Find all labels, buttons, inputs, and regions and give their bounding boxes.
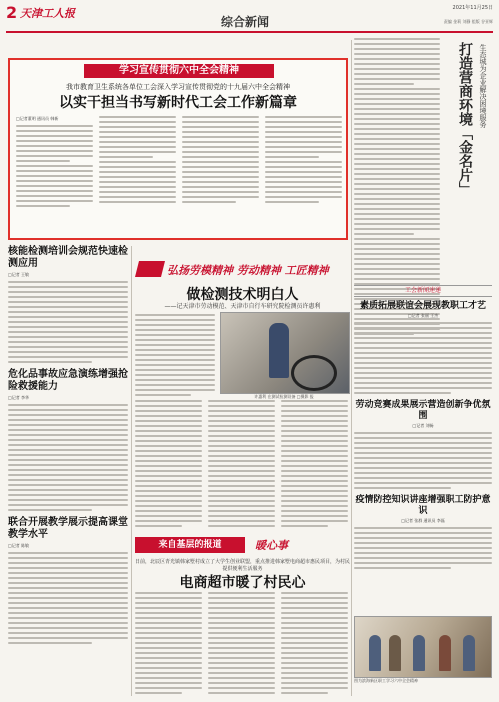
body-column	[182, 116, 259, 236]
right-brief-byline: □记者 张丽 王杰	[407, 313, 439, 318]
right-brief-headline[interactable]: 素质拓展联谊会展现教职工才艺	[359, 301, 486, 311]
middle-story-body	[135, 314, 215, 396]
flag-icon	[135, 261, 165, 277]
bottom-banner-right: 暖心事	[255, 539, 288, 552]
section-tag: 工会新闻速递	[354, 285, 492, 297]
top-story-body	[16, 116, 342, 236]
bottom-banner-left: 来自基层的报道	[135, 537, 245, 553]
photo-person	[413, 635, 425, 671]
column-divider	[351, 40, 352, 696]
body-column	[16, 116, 93, 236]
right-top-story	[354, 38, 492, 278]
photo-person	[269, 323, 289, 378]
right-news-section	[354, 285, 492, 575]
bottom-story-body	[135, 592, 348, 694]
bottom-story-kicker: 日前，北辰区青光镇韩家墅村成立了大学生创业联盟，重点推进韩家墅电商超市惠民项目，为村民提供便利生活服务	[135, 559, 351, 572]
brief-headline[interactable]: 危化品事故应急演练增强抢险救援能力	[8, 369, 128, 392]
photo-person	[439, 635, 451, 671]
middle-story-banner-text: 弘扬劳模精神 劳动精神 工匠精神	[167, 264, 329, 277]
middle-story-body-continued	[135, 400, 348, 527]
brief-article	[8, 517, 128, 644]
brief-headline[interactable]: 核能检测培训会规范快速检测应用	[8, 246, 128, 269]
photo-person	[369, 635, 381, 671]
section-title: 综合新闻	[221, 15, 270, 29]
bottom-story-banner	[135, 537, 350, 555]
middle-story-headline[interactable]: 做检测技术明白人	[186, 287, 299, 303]
right-brief-headline[interactable]: 劳动竞赛成果展示营造创新争优氛围	[355, 400, 491, 421]
right-brief	[354, 495, 492, 569]
brief-byline: □记者 王敏	[8, 272, 30, 277]
brief-article	[8, 246, 128, 363]
feature-photo-caption: 许惠利 在测试检测设备 □摄影 报	[254, 394, 314, 399]
news-photo-caption: 图为滨海新区职工学习六中全会精神	[354, 678, 418, 683]
right-top-kicker: 生态城为企业解决困境服务	[479, 44, 487, 128]
middle-story-subhead: ——记天津市劳动模范、天津市自行车研究院检测员许惠利	[164, 303, 321, 310]
photo-person	[389, 635, 401, 671]
brief-byline: □记者 李华	[8, 395, 30, 400]
body-column	[265, 116, 342, 236]
top-story-kicker: 我市教育卫生系统各单位工会深入学习宣传贯彻党的十九届六中全会精神	[66, 83, 290, 91]
column-divider	[131, 246, 132, 696]
top-story-byline: □记者董明 通讯员 韩新	[16, 116, 59, 121]
brief-headline[interactable]: 联合开展教学展示提高课堂教学水平	[8, 517, 128, 540]
middle-story-banner	[135, 258, 350, 280]
body-column	[99, 116, 176, 236]
feature-photo	[220, 312, 350, 394]
right-brief	[354, 400, 492, 489]
brief-byline: □记者 陈敏	[8, 543, 30, 548]
right-brief-headline[interactable]: 疫情防控知识讲座增强职工防护意识	[355, 495, 491, 516]
issue-date: 2021年11月25日	[452, 5, 493, 11]
top-story-headline[interactable]: 以实干担当书写新时代工会工作新篇章	[59, 95, 297, 111]
masthead-rule	[6, 31, 493, 33]
top-story-banner: 学习宣传贯彻六中全会精神	[84, 64, 274, 78]
top-story-box	[8, 58, 348, 240]
editors-credit: 责编 金莉 刘静 组版 谷亚辉	[443, 19, 493, 24]
right-brief	[354, 301, 492, 394]
masthead	[6, 3, 493, 31]
brief-article	[8, 369, 128, 511]
right-top-headline[interactable]: 打造营商环境「金名片」	[457, 42, 473, 196]
news-photo	[354, 616, 492, 678]
bottom-story-headline[interactable]: 电商超市暖了村民心	[179, 575, 306, 591]
right-brief-byline: □记者 刘畅	[412, 423, 434, 428]
right-brief-byline: □记者 张群 通讯员 李磊	[401, 518, 445, 523]
photo-person	[463, 635, 475, 671]
photo-bicycle-wheel	[291, 355, 337, 391]
left-briefs-column	[8, 246, 128, 696]
page-number: 2	[6, 3, 18, 22]
paper-name: 天津工人报	[20, 7, 75, 20]
